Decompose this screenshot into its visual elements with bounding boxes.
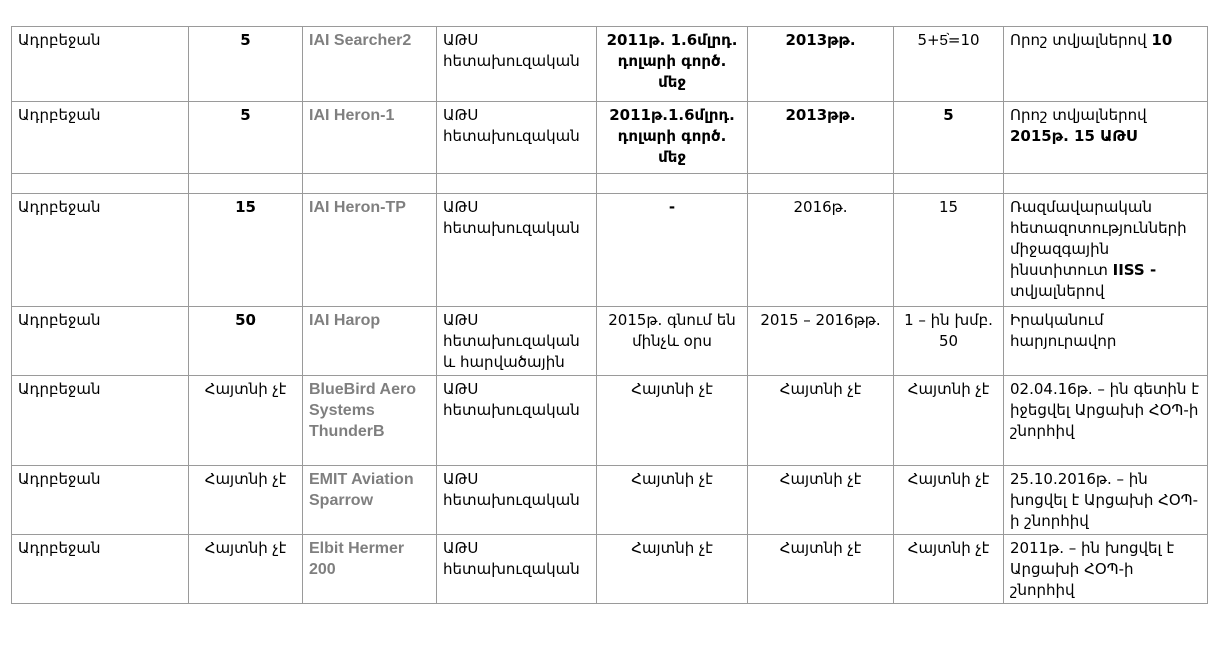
country-cell: Ադրբեջան: [12, 376, 189, 466]
note-text: Ռազմավարական հետազոտությունների միջազգային ինստիտուտ: [1010, 198, 1187, 279]
table-row: [12, 307, 1208, 376]
quantity-cell: 15: [189, 194, 303, 307]
model-cell: IAI Harop: [303, 307, 437, 376]
count-cell: Հայտնի չէ: [894, 466, 1004, 535]
uav-table: [11, 26, 1208, 604]
table-row: [12, 194, 1208, 307]
delivery-cell: 2013թթ.: [748, 102, 894, 174]
model-cell: EMIT Aviation Sparrow: [303, 466, 437, 535]
country-cell: Ադրբեջան: [12, 194, 189, 307]
count-cell: Հայտնի չէ: [894, 376, 1004, 466]
delivery-cell: Հայտնի չէ: [748, 376, 894, 466]
type-cell: ԱԹՍ հետախուզական: [437, 535, 597, 604]
country-cell: Ադրբեջան: [12, 102, 189, 174]
quantity-cell: Հայտնի չէ: [189, 535, 303, 604]
quantity-cell: 5: [189, 102, 303, 174]
note-text-bold: IISS -: [1112, 261, 1157, 279]
type-cell: ԱԹՍ հետախուզական: [437, 466, 597, 535]
contract-cell: -: [597, 194, 748, 307]
table-row: [12, 535, 1208, 604]
count-cell: 1 – ին խմբ. 50: [894, 307, 1004, 376]
note-text: Որոշ տվյալներով: [1010, 31, 1152, 49]
note-cell: 25.10.2016թ. – ին խոցվել է Արցախի ՀՕՊ-ի շնորհիվ: [1004, 466, 1208, 535]
quantity-cell: 50: [189, 307, 303, 376]
note-cell: [1004, 27, 1208, 102]
type-cell: ԱԹՍ հետախուզական: [437, 376, 597, 466]
type-cell: ԱԹՍ հետախուզական և հարվածային: [437, 307, 597, 376]
type-cell: ԱԹՍ հետախուզական: [437, 27, 597, 102]
delivery-cell: Հայտնի չէ: [748, 535, 894, 604]
model-cell: IAI Heron-1: [303, 102, 437, 174]
note-text-bold: 10: [1151, 31, 1173, 49]
country-cell: Ադրբեջան: [12, 466, 189, 535]
country-cell: Ադրբեջան: [12, 27, 189, 102]
empty-row: [12, 174, 1208, 194]
model-cell: Elbit Hermer 200: [303, 535, 437, 604]
table-row: [12, 102, 1208, 174]
contract-cell: Հայտնի չէ: [597, 535, 748, 604]
quantity-cell: Հայտնի չէ: [189, 376, 303, 466]
note-text-bold: 2015թ. 15 ԱԹՍ: [1010, 127, 1137, 145]
model-cell: IAI Heron-TP: [303, 194, 437, 307]
note-cell: 02.04.16թ. – ին գետին է իջեցվել Արցախի ՀՕՊ-ի շնորհիվ: [1004, 376, 1208, 466]
note-cell: [1004, 194, 1208, 307]
count-cell: 15: [894, 194, 1004, 307]
contract-cell: 2015թ. գնում են մինչև օրս: [597, 307, 748, 376]
contract-cell: Հայտնի չէ: [597, 376, 748, 466]
quantity-cell: Հայտնի չէ: [189, 466, 303, 535]
delivery-cell: Հայտնի չէ: [748, 466, 894, 535]
note-cell: 2011թ. – ին խոցվել է Արցախի ՀՕՊ-ի շնորհիվ: [1004, 535, 1208, 604]
delivery-cell: 2016թ.: [748, 194, 894, 307]
contract-cell: 2011թ. 1.6մլրդ. դոլարի գործ. մեջ: [597, 27, 748, 102]
delivery-cell: 2015 – 2016թթ.: [748, 307, 894, 376]
table-row: [12, 466, 1208, 535]
type-cell: ԱԹՍ հետախուզական: [437, 194, 597, 307]
model-cell: IAI Searcher2: [303, 27, 437, 102]
note-cell: [1004, 102, 1208, 174]
contract-cell: Հայտնի չէ: [597, 466, 748, 535]
note-text-tail: տվյալներով: [1010, 282, 1105, 300]
delivery-cell: 2013թթ.: [748, 27, 894, 102]
count-cell: 5+5֨=10: [894, 27, 1004, 102]
quantity-cell: 5: [189, 27, 303, 102]
table-row: [12, 376, 1208, 466]
note-cell: Իրականում հարյուրավոր: [1004, 307, 1208, 376]
note-text: Որոշ տվյալներով: [1010, 106, 1147, 124]
model-cell: BlueBird Aero Systems ThunderB: [303, 376, 437, 466]
count-cell: 5: [894, 102, 1004, 174]
country-cell: Ադրբեջան: [12, 535, 189, 604]
country-cell: Ադրբեջան: [12, 307, 189, 376]
contract-cell: 2011թ.1.6մլրդ. դոլարի գործ. մեջ: [597, 102, 748, 174]
count-cell: Հայտնի չէ: [894, 535, 1004, 604]
type-cell: ԱԹՍ հետախուզական: [437, 102, 597, 174]
table-row: [12, 27, 1208, 102]
